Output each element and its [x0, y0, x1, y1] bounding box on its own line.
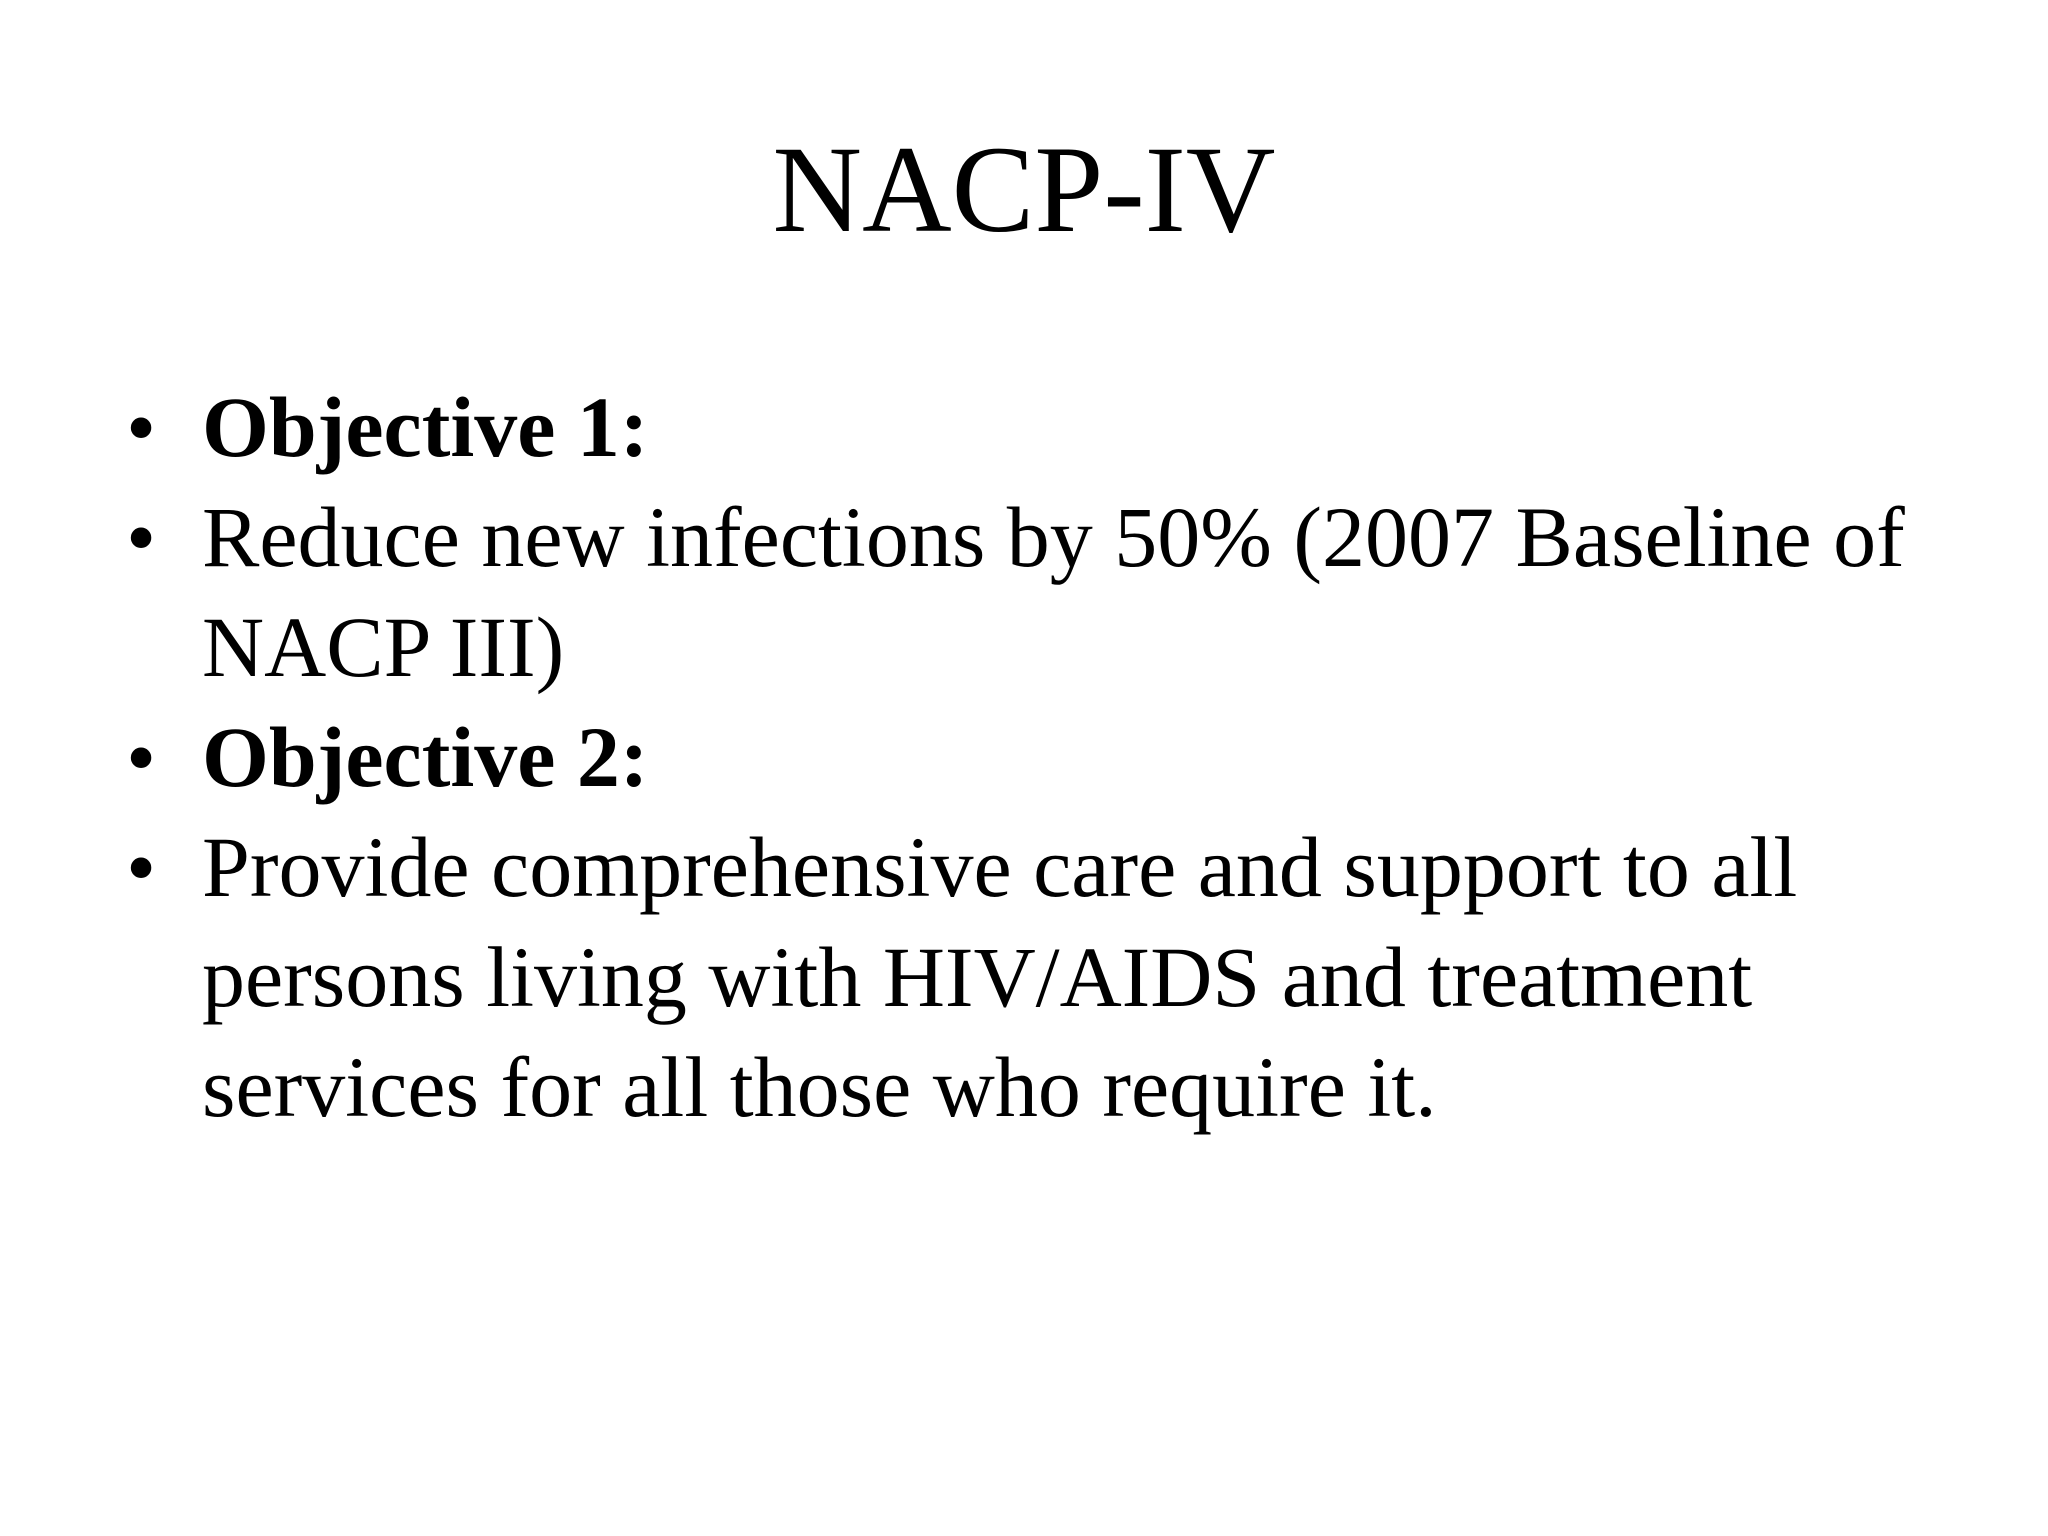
bullet-text: Provide comprehensive care and support to all persons living with HIV/AIDS and treatment services for all those who require it.: [202, 819, 1798, 1135]
bullet-text: Reduce new infections by 50% (2007 Baseline of NACP III): [202, 489, 1905, 695]
bullet-icon: •: [126, 489, 157, 585]
bullet-item-objective-1-detail: [120, 482, 1950, 702]
slide-title: NACP-IV: [772, 121, 1276, 258]
bullet-icon: •: [126, 379, 157, 475]
bullet-icon: •: [126, 709, 157, 805]
bullet-list: [120, 372, 1950, 1142]
bullet-text: Objective 1:: [202, 379, 649, 475]
bullet-item-objective-2: [120, 702, 1950, 812]
bullet-icon: •: [126, 819, 157, 915]
bullet-item-objective-2-detail: [120, 812, 1950, 1142]
bullet-text: Objective 2:: [202, 709, 649, 805]
bullet-item-objective-1: [120, 372, 1950, 482]
